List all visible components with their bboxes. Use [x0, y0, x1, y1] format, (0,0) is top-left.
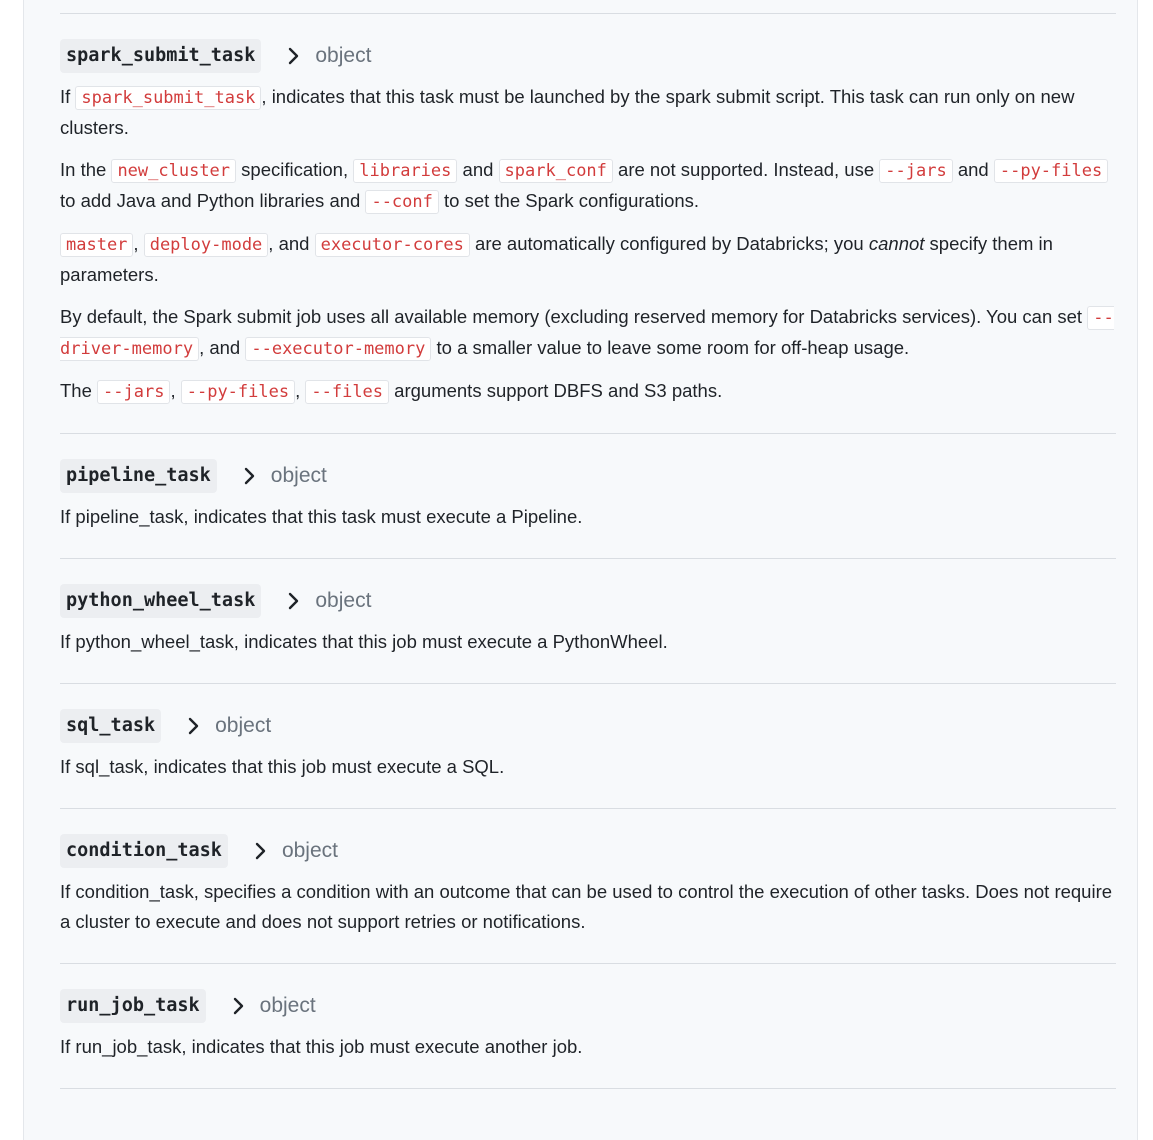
field-type: object	[315, 589, 372, 612]
inline-code: --executor-memory	[245, 337, 431, 361]
field-name: spark_submit_task	[60, 39, 261, 73]
field-header-pipeline-task[interactable]	[60, 458, 1116, 494]
field-name: run_job_task	[60, 989, 206, 1023]
field-header-condition-task[interactable]	[60, 833, 1116, 869]
inline-code: --driver-memory	[60, 308, 1114, 359]
field-condition-task	[60, 809, 1116, 963]
inline-code: --files	[305, 380, 389, 404]
field-header-python-wheel-task[interactable]	[60, 583, 1116, 619]
field-type: object	[315, 44, 372, 67]
field-name: pipeline_task	[60, 459, 217, 493]
field-pipeline-task	[60, 434, 1116, 558]
inline-code: executor-cores	[315, 233, 470, 257]
description-paragraph: If sql_task, indicates that this job must execute a SQL.	[60, 756, 505, 777]
description-paragraph: If python_wheel_task, indicates that this job must execute a PythonWheel.	[60, 631, 668, 652]
field-sql-task	[60, 684, 1116, 808]
chevron-right-icon[interactable]	[181, 714, 205, 738]
divider	[60, 1088, 1116, 1089]
field-header-run-job-task[interactable]	[60, 988, 1116, 1024]
field-type: object	[259, 994, 316, 1017]
field-python-wheel-task	[60, 559, 1116, 683]
inline-code: --py-files	[994, 159, 1108, 183]
field-header-sql-task[interactable]	[60, 708, 1116, 744]
field-type: object	[215, 714, 272, 737]
field-name: sql_task	[60, 709, 161, 743]
inline-code: deploy-mode	[144, 233, 269, 257]
inline-code: master	[60, 233, 133, 257]
description-paragraph: If pipeline_task, indicates that this task must execute a Pipeline.	[60, 506, 583, 527]
inline-code: spark_submit_task	[75, 86, 261, 110]
inline-code: --py-files	[181, 380, 295, 404]
chevron-right-icon[interactable]	[226, 994, 250, 1018]
field-name: python_wheel_task	[60, 584, 261, 618]
chevron-right-icon[interactable]	[281, 589, 305, 613]
description-paragraph: The --jars , --py-files , --files arguments support DBFS and S3 paths.	[60, 380, 723, 402]
inline-code: new_cluster	[111, 159, 236, 183]
description-paragraph: master , deploy-mode , and executor-cores are automatically configured by Databricks; you cannot specify them in parameters.	[60, 233, 1053, 285]
chevron-right-icon[interactable]	[281, 44, 305, 68]
field-header-spark-submit-task[interactable]	[60, 38, 1116, 74]
docs-panel	[23, 0, 1138, 1140]
description-paragraph: By default, the Spark submit job uses all available memory (excluding reserved memory for Databricks services). You can set --driver-memory , and --executor-memory to a smaller value to leave some room for off-heap usage.	[60, 306, 1114, 359]
description-paragraph: If condition_task, specifies a condition with an outcome that can be used to control the execution of other tasks. Does not require a cluster to execute and does not support retries or notifications.	[60, 881, 1113, 932]
field-list	[60, 0, 1116, 1089]
chevron-right-icon[interactable]	[248, 839, 272, 863]
description-paragraph: If spark_submit_task , indicates that this task must be launched by the spark submit script. This task can run only on new clusters.	[60, 86, 1075, 138]
inline-code: spark_conf	[499, 159, 613, 183]
chevron-right-icon[interactable]	[237, 464, 261, 488]
emphasis: cannot	[868, 233, 925, 254]
inline-code: --jars	[97, 380, 170, 404]
inline-code: --conf	[365, 190, 438, 214]
description-paragraph: If run_job_task, indicates that this job must execute another job.	[60, 1036, 583, 1057]
description-paragraph: In the new_cluster specification, libraries and spark_conf are not supported. Instead, use --jars and --py-files to add Java and Python libraries and --conf to set the Spark configurations.	[60, 155, 1116, 217]
field-type: object	[281, 839, 338, 862]
field-name: condition_task	[60, 834, 228, 868]
field-run-job-task	[60, 964, 1116, 1088]
inline-code: --jars	[879, 159, 952, 183]
field-spark-submit-task	[60, 14, 1116, 433]
inline-code: libraries	[353, 159, 457, 183]
field-type: object	[270, 464, 327, 487]
